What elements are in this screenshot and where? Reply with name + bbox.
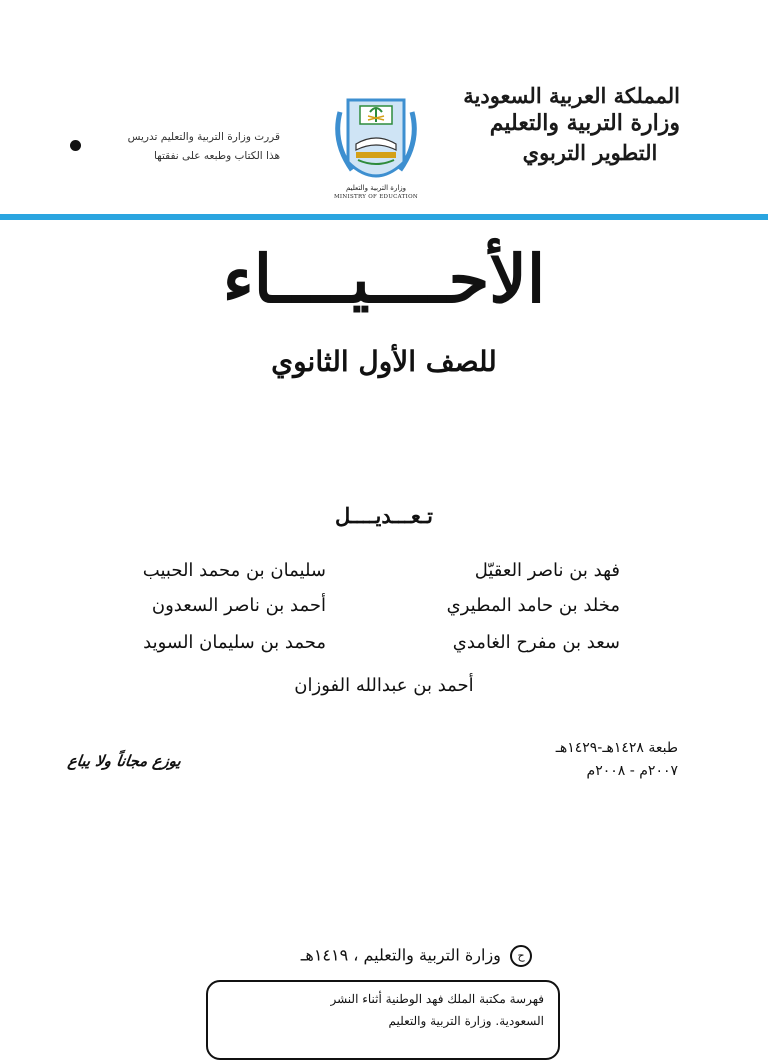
editor-name: فهد بن ناصر العقيّل: [474, 560, 620, 581]
header-divider: [0, 214, 768, 220]
edition-gregorian: ٢٠٠٧م - ٢٠٠٨م: [586, 763, 678, 779]
catalog-line-2: السعودية. وزارة التربية والتعليم: [388, 1014, 544, 1028]
editor-name: سليمان بن محمد الحبيب: [142, 560, 326, 581]
copyright-line: [301, 945, 532, 967]
editor-name: مخلد بن حامد المطيري: [446, 595, 620, 616]
copyright-mark-icon: ح: [510, 945, 532, 967]
decree-line-1: قررت وزارة التربية والتعليم تدريس: [127, 131, 280, 143]
editor-name: محمد بن سليمان السويد: [143, 632, 326, 653]
free-distribution-note: يوزع مجاناً ولا يباع: [66, 752, 183, 770]
editor-name-center: أحمد بن عبدالله الفوزان: [294, 675, 474, 696]
edition-hijri: طبعة ١٤٢٨هـ-١٤٢٩هـ: [555, 740, 678, 756]
logo-caption-en: MINISTRY OF EDUCATION: [333, 194, 419, 200]
book-title: الأحــــيــــاء: [222, 240, 546, 318]
editor-name: سعد بن مفرح الغامدي: [452, 632, 620, 653]
kingdom-header: [463, 83, 680, 166]
decree-note: [95, 128, 280, 166]
copyright-text: وزارة التربية والتعليم ، ١٤١٩هـ: [300, 945, 501, 965]
bullet-icon: [70, 140, 81, 151]
kingdom-name: المملكة العربية السعودية: [463, 83, 680, 108]
logo-caption: [330, 184, 422, 202]
catalog-line-1: فهرسة مكتبة الملك فهد الوطنية أثناء النشر: [330, 992, 544, 1006]
cataloging-box: [206, 980, 560, 1060]
decree-line-2: هذا الكتاب وطبعه على نفقتها: [153, 150, 280, 162]
ministry-name: وزارة التربية والتعليم: [489, 110, 680, 137]
department-name: التطوير التربوي: [522, 140, 658, 166]
book-subtitle: للصف الأول الثانوي: [271, 345, 497, 378]
editing-label: تـعـــديــــل: [335, 503, 433, 528]
logo-caption-ar: وزارة التربية والتعليم: [345, 184, 407, 192]
editor-name: أحمد بن ناصر السعدون: [151, 595, 326, 616]
